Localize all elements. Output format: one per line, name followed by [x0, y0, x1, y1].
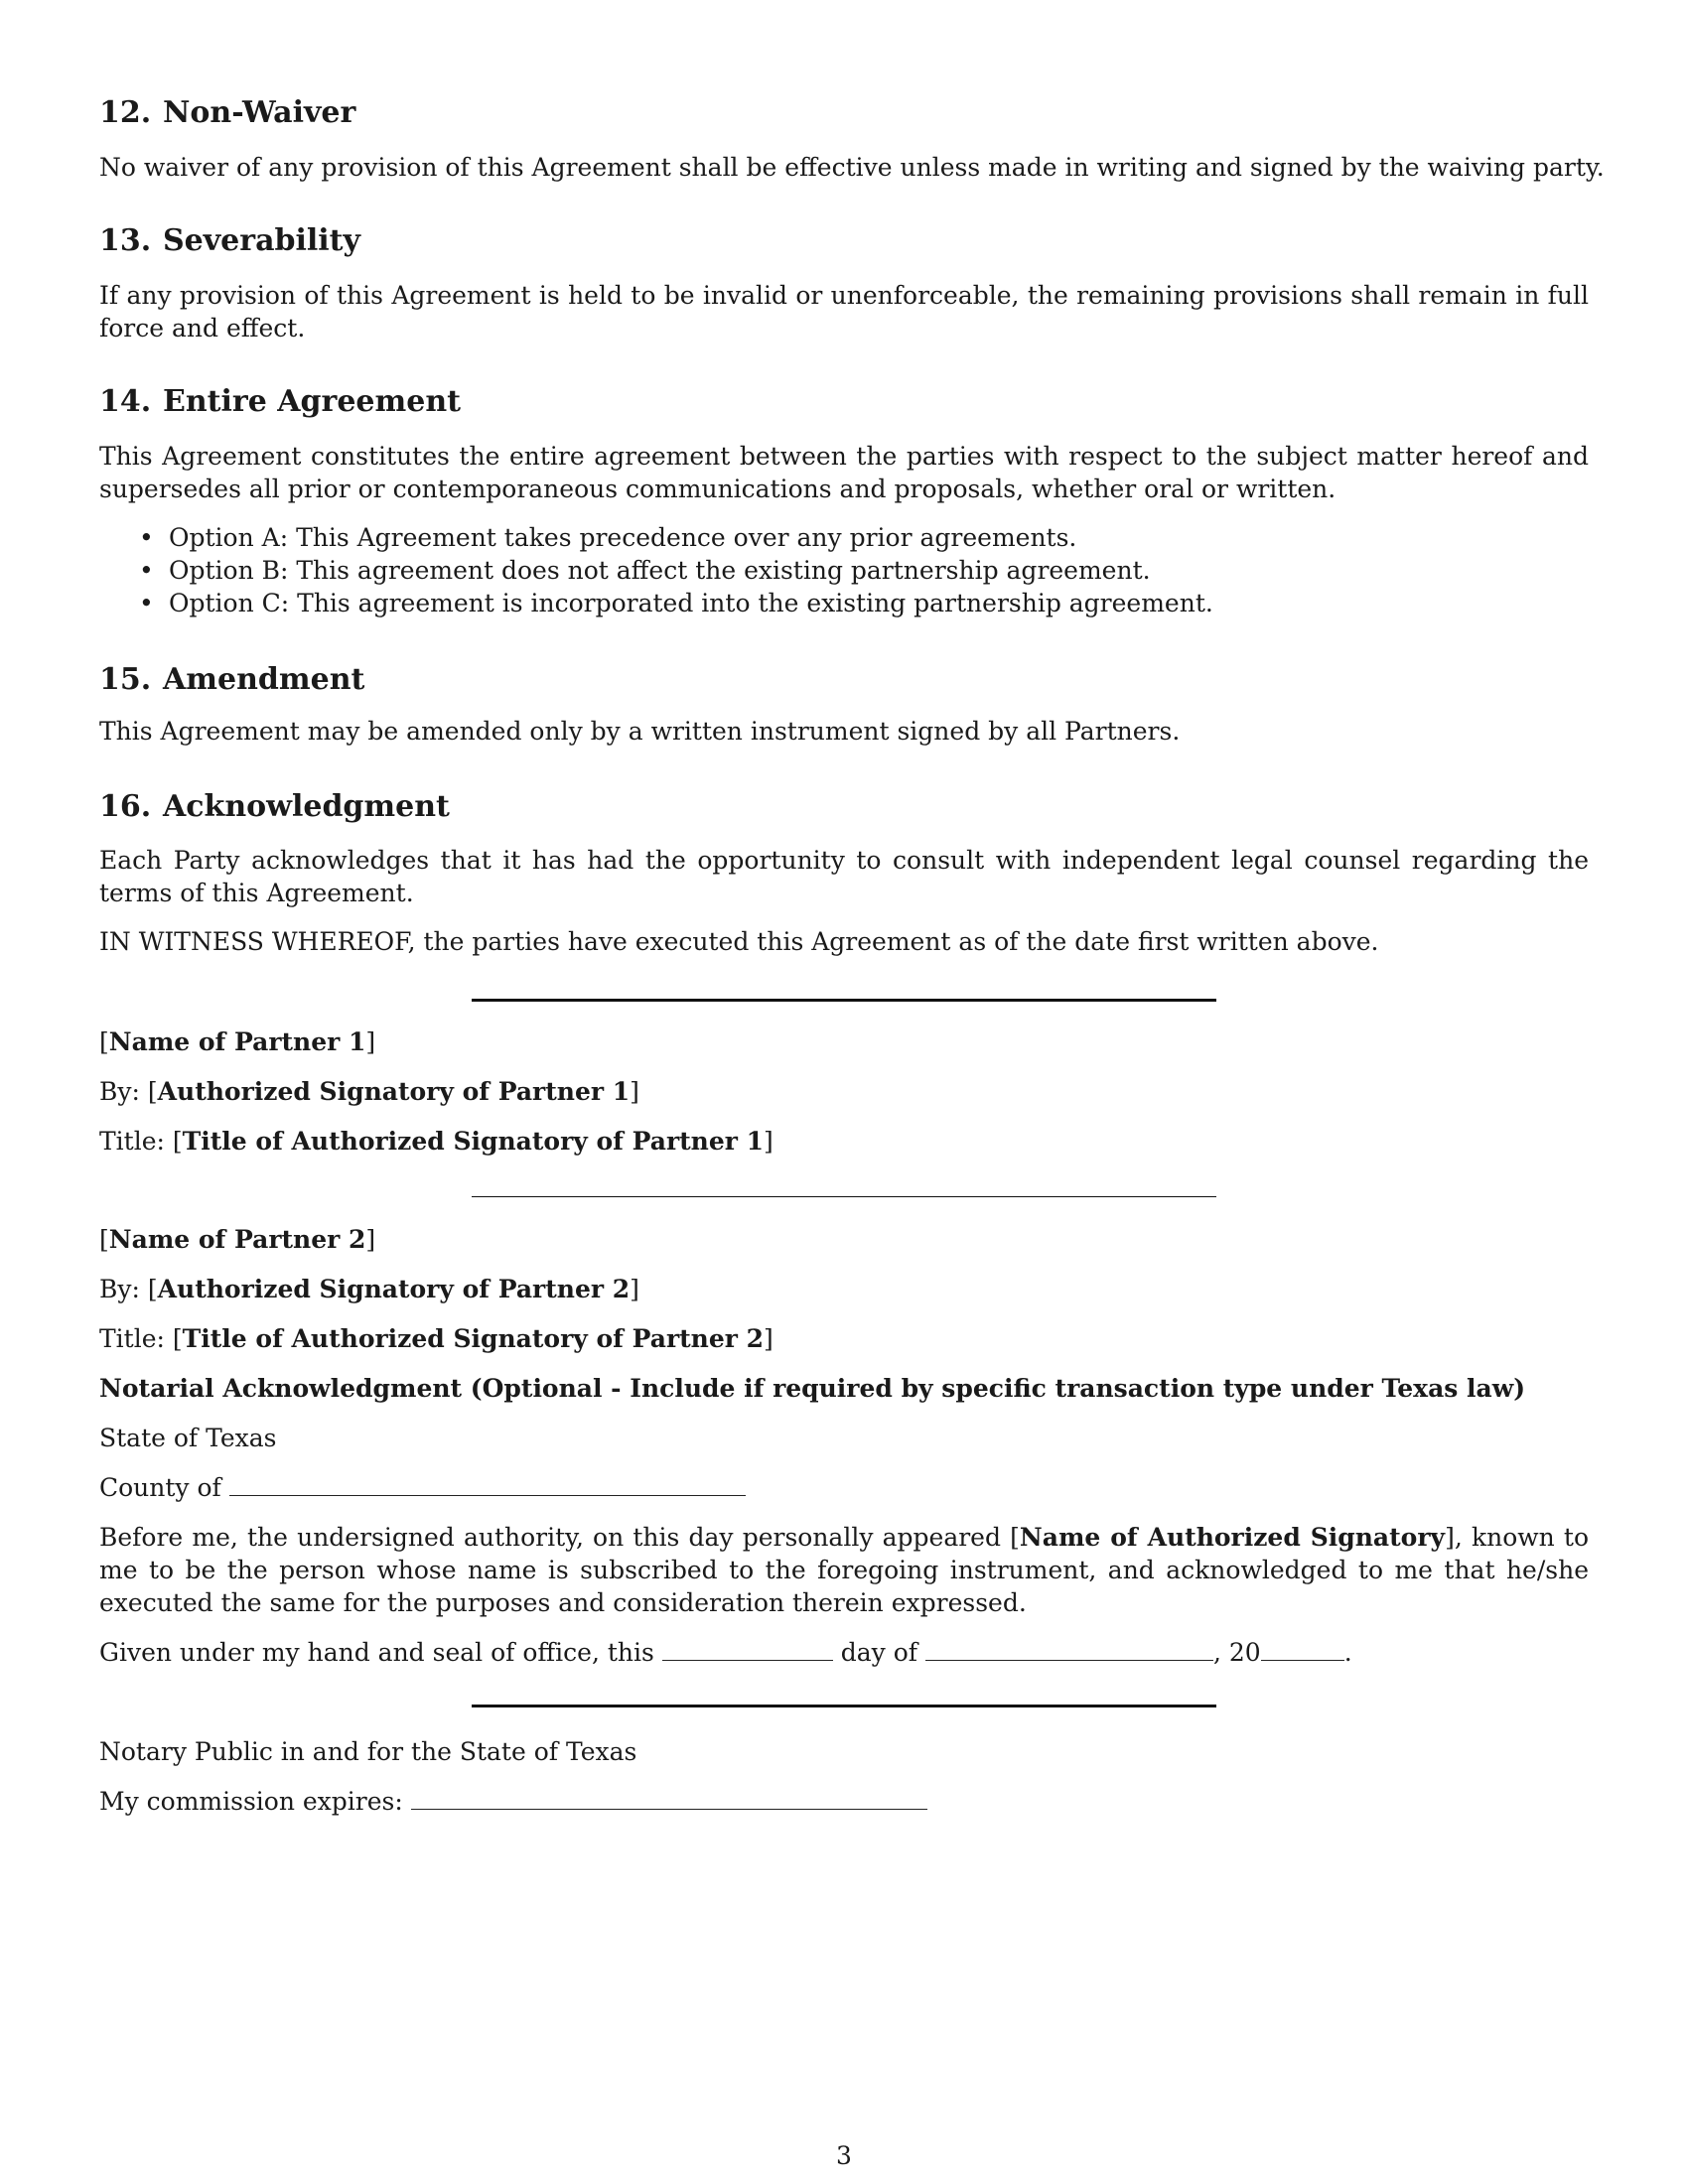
county-blank[interactable]: [229, 1475, 746, 1496]
partner-1-by: By: [Authorized Signatory of Partner 1]: [99, 1077, 639, 1106]
section-16-text: Each Party acknowledges that it has had the opportunity to consult with independent legal counsel regarding the terms of this Agreement.: [99, 846, 1589, 907]
section-12-text: No waiver of any provision of this Agreement shall be effective unless made in writing and signed by the waiving party.: [99, 153, 1605, 182]
partner-1-title: Title: [Title of Authorized Signatory of Partner 1]: [99, 1127, 774, 1156]
signature-line-partner-2: [472, 1196, 1216, 1197]
notary-state: State of Texas: [99, 1424, 277, 1452]
month-blank[interactable]: [925, 1640, 1213, 1661]
commission-expires: My commission expires:: [99, 1785, 927, 1818]
notary-given-line: Given under my hand and seal of office, this day of , 20 .: [99, 1638, 1352, 1667]
partner-2-title: Title: [Title of Authorized Signatory of Partner 2]: [99, 1324, 774, 1353]
notary-heading: Notarial Acknowledgment (Optional - Include if required by specific transaction type under Texas law): [99, 1374, 1526, 1403]
witness-clause: IN WITNESS WHEREOF, the parties have executed this Agreement as of the date first written above.: [99, 927, 1379, 956]
partner-2-by: By: [Authorized Signatory of Partner 2]: [99, 1275, 639, 1303]
list-item: • Option A: This Agreement takes precedence over any prior agreements.: [99, 521, 1213, 554]
page-number: 3: [836, 2141, 852, 2170]
signature-line-partner-1: [472, 999, 1216, 1002]
partner-2-name: [Name of Partner 2]: [99, 1225, 376, 1254]
commission-blank[interactable]: [411, 1789, 927, 1810]
section-heading-15: 15. Amendment: [99, 662, 365, 697]
day-blank[interactable]: [662, 1640, 833, 1661]
section-14-text: This Agreement constitutes the entire agreement between the parties with respect to the subject matter hereof and supersedes all prior or contemporaneous communications and proposals, whether oral or written.: [99, 442, 1589, 503]
notary-signature-line: [472, 1705, 1216, 1707]
section-heading-16: 16. Acknowledgment: [99, 789, 450, 824]
notary-public-label: Notary Public in and for the State of Texas: [99, 1737, 637, 1766]
partner-1-name: [Name of Partner 1]: [99, 1027, 376, 1056]
section-heading-13: 13. Severability: [99, 223, 360, 258]
section-15-text: This Agreement may be amended only by a written instrument signed by all Partners.: [99, 717, 1181, 746]
list-item: • Option C: This agreement is incorporated into the existing partnership agreement.: [99, 587, 1213, 619]
section-heading-14: 14. Entire Agreement: [99, 384, 461, 419]
section-heading-12: 12. Non-Waiver: [99, 95, 356, 130]
list-item: • Option B: This agreement does not affect the existing partnership agreement.: [99, 554, 1213, 587]
notary-body: Before me, the undersigned authority, on this day personally appeared [Name of Authorized Signatory], known to me to be the person whose name is subscribed to the foregoing instrument, and acknowledged to me that he/she executed the same for the purposes and consideration therein expressed.: [99, 1523, 1590, 1617]
notary-county: County of: [99, 1471, 746, 1504]
section-13-text: If any provision of this Agreement is held to be invalid or unenforceable, the remaining provisions shall remain in full force and effect.: [99, 281, 1589, 342]
options-list: [99, 521, 1213, 619]
year-blank[interactable]: [1261, 1640, 1344, 1661]
